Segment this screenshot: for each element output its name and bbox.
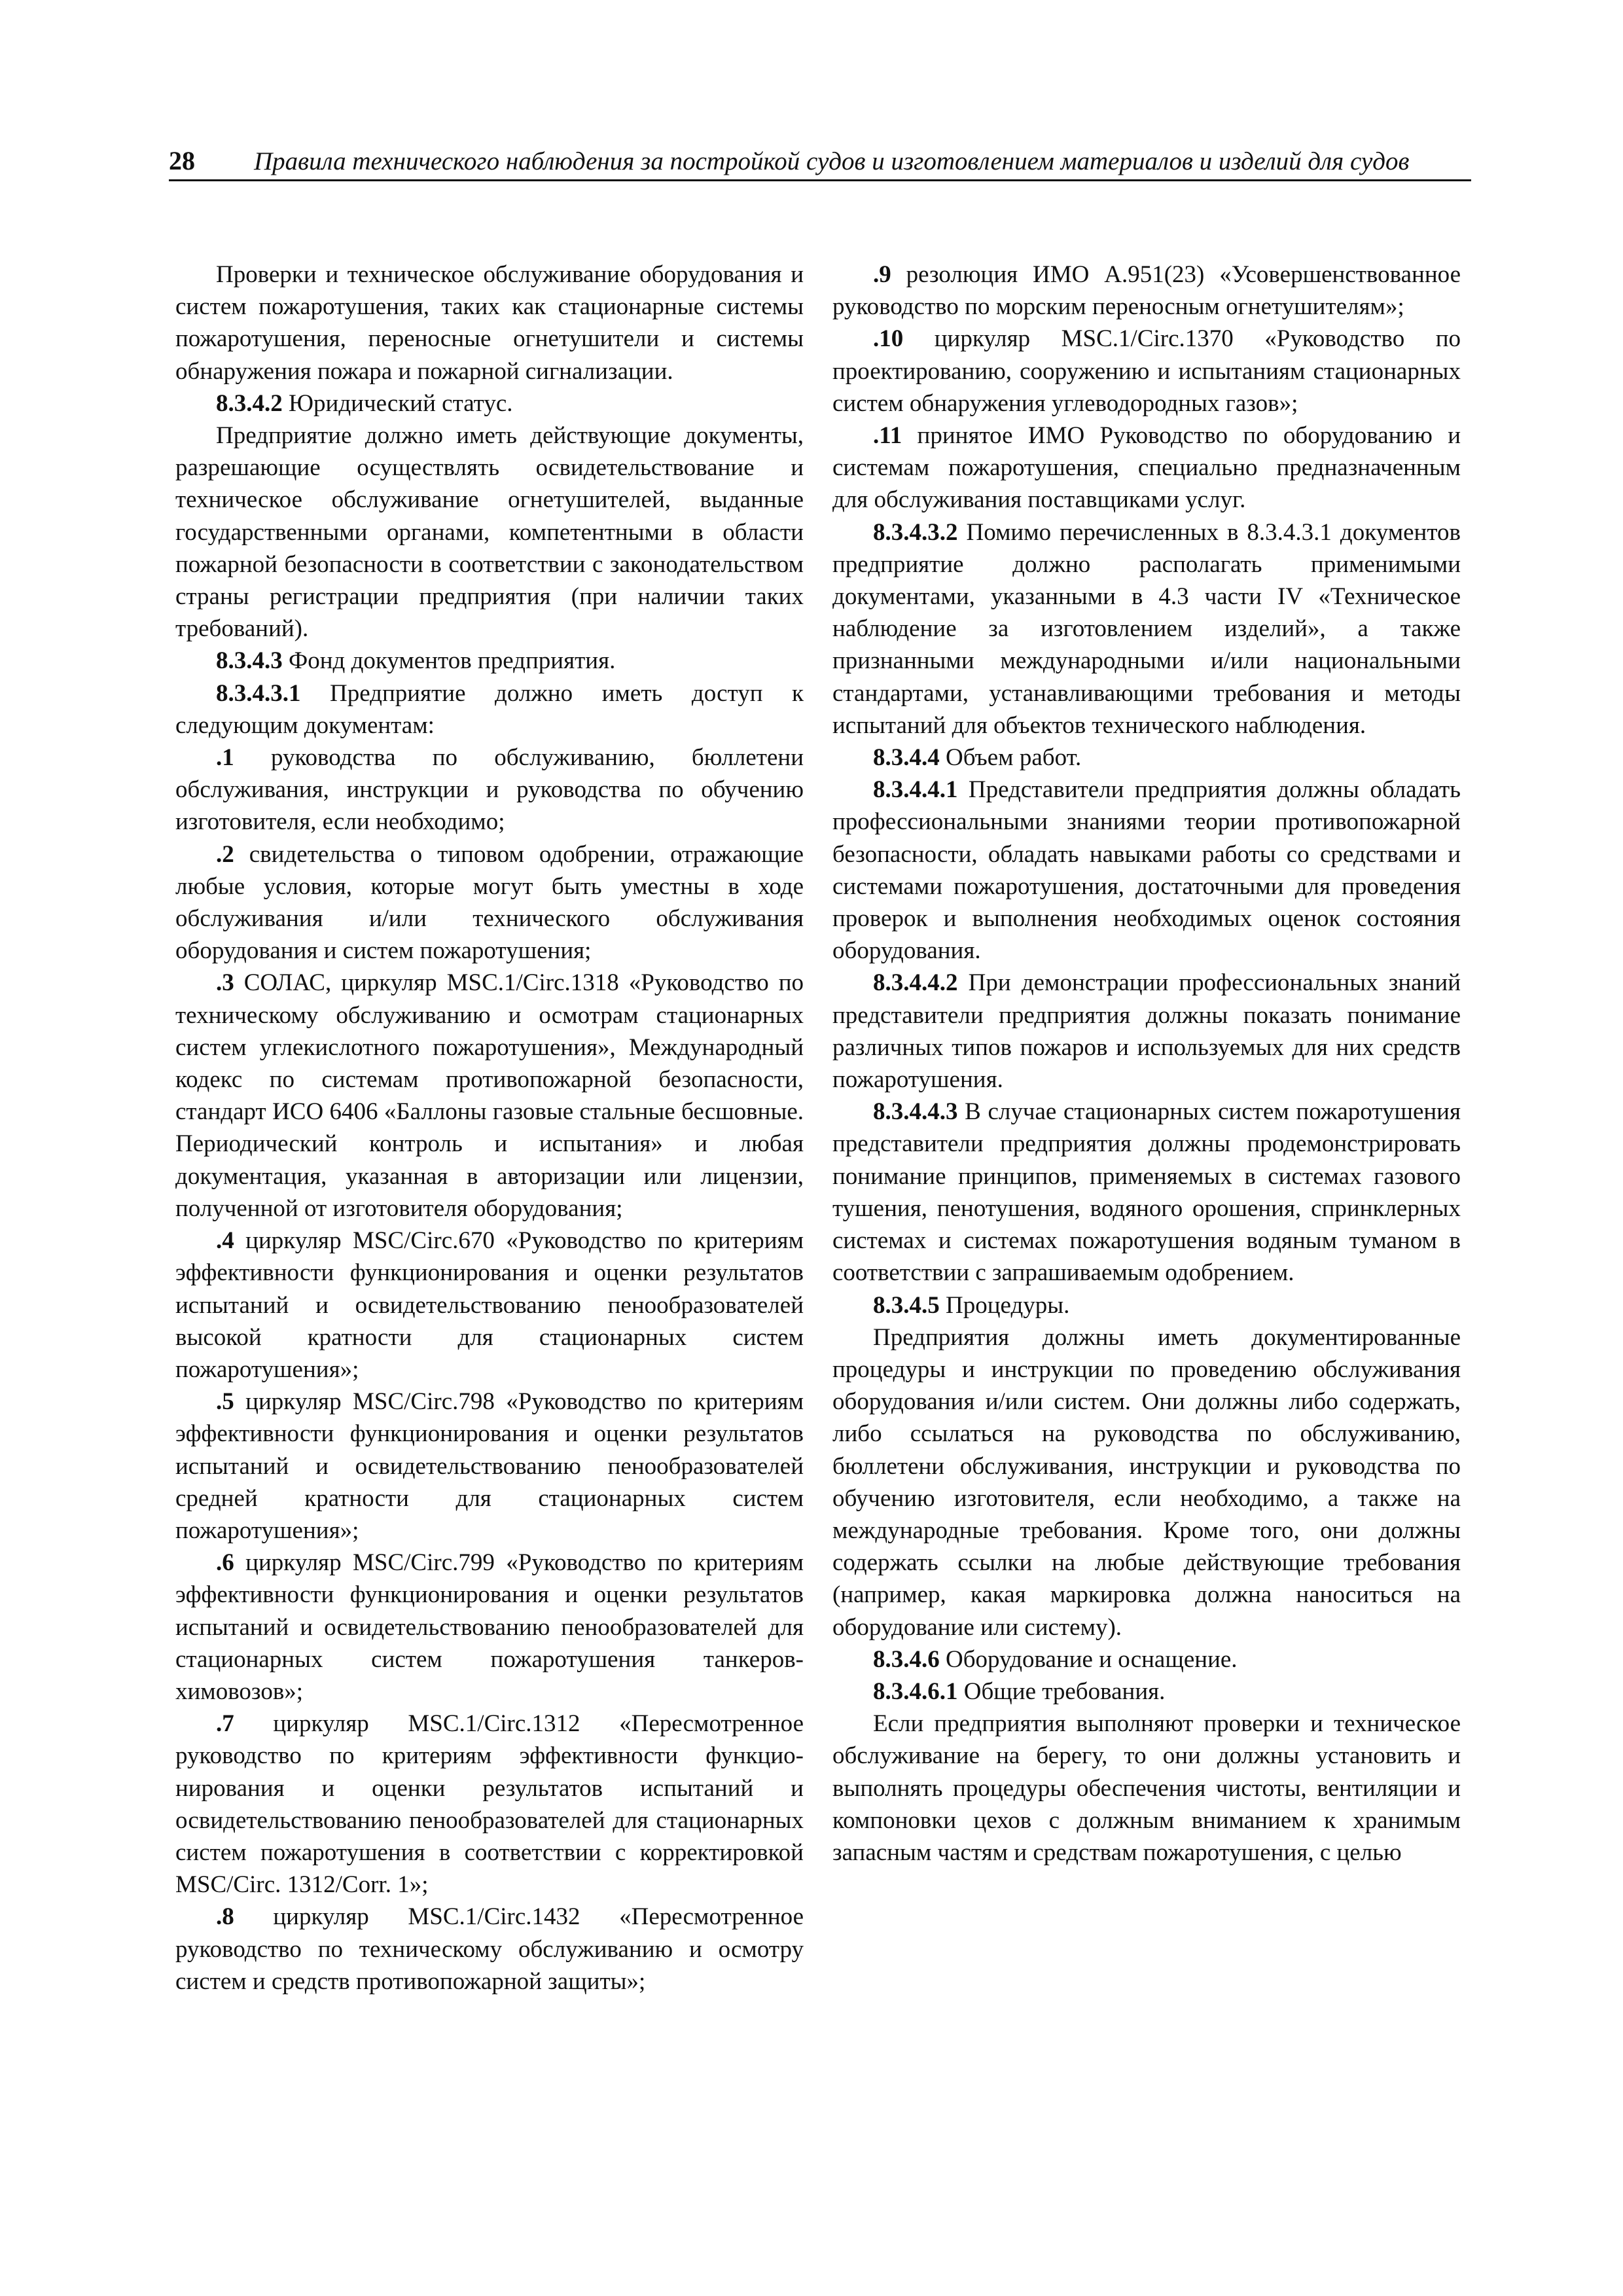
paragraph xyxy=(175,838,804,967)
paragraph-text: В случае стационарных систем пожаротушения представители предприятия должны продемонстрировать понимание принципов, применяемых в системах газового тушения, пенотушения, водяного орошения, спринклерных системах и системах пожаротушения водяным туманом в соответствии с запрашиваемым одобрением. xyxy=(832,1098,1461,1287)
paragraph xyxy=(175,967,804,1225)
paragraph-text: Представители предприятия должны обладать профессиональными знаниями теории противопожарной безопасности, обладать навыками работы со средствами и системами пожаротушения, достаточными для проведения проверок и выполнения необходимых оценок состояния оборудования. xyxy=(832,776,1461,965)
paragraph xyxy=(175,1386,804,1547)
running-header xyxy=(169,145,1471,181)
paragraph xyxy=(175,1901,804,1998)
paragraph-text: Общие требования. xyxy=(957,1677,1166,1705)
clause-number: .8 xyxy=(216,1903,234,1931)
paragraph-text: циркуляр MSC.1/Circ.1432 «Пересмотренное руководство по техническому обслуживанию и осмотру систем и средств противопожарной защиты»; xyxy=(175,1903,804,1995)
paragraph xyxy=(832,774,1461,967)
paragraph xyxy=(175,742,804,838)
paragraph-text: При демонстрации профессиональных знаний представители предприятия должны показать понимание различных типов пожаров и используемых для них средств пожаротушения. xyxy=(832,969,1461,1094)
clause-number: .11 xyxy=(873,422,902,450)
paragraph xyxy=(832,1321,1461,1643)
clause-number: 8.3.4.4.2 xyxy=(873,969,958,997)
paragraph-text: циркуляр MSC.1/Circ.1312 «Пересмотренное руководство по критериям эффективности функционирования и оценки результатов испытаний и освидетельствованию пенообразователей для стационарных систем пожаротушения в соответствии с корректировкой MSC/Circ. 1312/Corr. 1»; xyxy=(175,1710,804,1899)
clause-number: 8.3.4.6.1 xyxy=(873,1677,958,1705)
clause-number: 8.3.4.2 xyxy=(216,389,283,417)
clause-number: 8.3.4.5 xyxy=(873,1291,940,1319)
clause-number: 8.3.4.4.3 xyxy=(873,1098,958,1126)
clause-number: .3 xyxy=(216,969,234,997)
running-title: Правила технического наблюдения за постройкой судов и изготовлением материалов и изделий для судов xyxy=(254,147,1410,175)
clause-number: .5 xyxy=(216,1388,234,1416)
paragraph xyxy=(175,677,804,742)
page-number: 28 xyxy=(169,146,195,175)
clause-number: .6 xyxy=(216,1549,234,1577)
clause-number: .7 xyxy=(216,1710,234,1738)
clause-number: .1 xyxy=(216,744,234,772)
paragraph xyxy=(832,742,1461,774)
paragraph xyxy=(832,967,1461,1096)
paragraph-text: Предприятия должны иметь документированные процедуры и инструкции по проведению обслуживания оборудования и/или систем. Они должны либо содержать, либо ссылаться на руководства по обслуживанию, бюллетени обслуживания, инструкции и руководства по обучению изготовителя, если необходимо, а также на международные требования. Кроме того, они должны содержать ссылки на любые действующие требования (например, какая маркировка должна наноситься на оборудование или систему). xyxy=(832,1323,1461,1641)
paragraph xyxy=(175,1225,804,1386)
paragraph-text: Юридический статус. xyxy=(282,389,513,417)
left-column xyxy=(175,259,804,1998)
clause-number: 8.3.4.4.1 xyxy=(873,776,958,804)
paragraph-text: циркуляр MSC/Circ.670 «Руководство по критериям эффективности функционирования и оценки результатов испытаний и освидетельствованию пенообразователей высокой кратности для стационарных систем пожаротушения»; xyxy=(175,1227,804,1383)
clause-number: 8.3.4.3 xyxy=(216,647,283,675)
paragraph xyxy=(832,1676,1461,1708)
paragraph-text: резолюция ИМО А.951(23) «Усовершенствованное руководство по морским переносным огнетушителям»; xyxy=(832,261,1461,321)
paragraph xyxy=(175,645,804,677)
paragraph xyxy=(832,259,1461,323)
paragraph xyxy=(832,1708,1461,1869)
clause-number: .10 xyxy=(873,325,904,353)
paragraph-text: принятое ИМО Руководство по оборудованию и системам пожаротушения, специально предназначенным для обслуживания поставщиками услуг. xyxy=(832,422,1461,514)
paragraph xyxy=(832,1643,1461,1676)
paragraph xyxy=(832,1289,1461,1321)
clause-number: .4 xyxy=(216,1227,234,1255)
paragraph xyxy=(175,1547,804,1708)
paragraph xyxy=(175,420,804,645)
clause-number: 8.3.4.4 xyxy=(873,744,940,772)
clause-number: 8.3.4.3.2 xyxy=(873,518,958,546)
paragraph-text: руководства по обслуживанию, бюллетени обслуживания, инструкции и руководства по обучению изготовителя, если необходимо; xyxy=(175,744,804,836)
paragraph-text: Процедуры. xyxy=(939,1291,1070,1319)
paragraph xyxy=(175,1708,804,1901)
paragraph-text: Помимо перечисленных в 8.3.4.3.1 документов предприятие должно располагать применимыми документами, указанными в 4.3 части IV «Техническое наблюдение за изготовлением изделий», а также признанными международными и/или национальными стандартами, устанавливающими требования и методы испытаний для объектов технического наблюдения. xyxy=(832,518,1461,739)
paragraph xyxy=(175,387,804,420)
clause-number: 8.3.4.3.1 xyxy=(216,679,301,707)
paragraph xyxy=(832,1096,1461,1289)
paragraph-text: свидетельства о типовом одобрении, отражающие любые условия, которые могут быть уместны в ходе обслуживания и/или технического обслуживания оборудования и систем пожаротушения; xyxy=(175,840,804,965)
clause-number: .2 xyxy=(216,840,234,868)
paragraph-text: Объем работ. xyxy=(939,744,1082,772)
right-column xyxy=(832,259,1461,1869)
paragraph-text: Если предприятия выполняют проверки и техническое обслуживание на берегу, то они должны установить и выполнять процедуры обеспечения чистоты, вентиляции и компоновки цехов с должным вниманием к хранимым запасным частям и средствам пожаротушения, с целью xyxy=(832,1710,1461,1866)
paragraph-text: циркуляр MSC.1/Circ.1370 «Руководство по проектированию, сооружению и испытаниям стационарных систем обнаружения углеводородных газов»; xyxy=(832,325,1461,417)
paragraph-text: СОЛАС, циркуляр MSC.1/Circ.1318 «Руководство по техническому обслуживанию и осмотрам стационарных систем углекислотного пожаротушения», Международный кодекс по системам противопожарной безопасности, стандарт ИСО 6406 «Баллоны газовые стальные бесшовные. Периодический контроль и испытания» и любая документация, указанная в авторизации или лицензии, полученной от изготовителя оборудования; xyxy=(175,969,804,1222)
clause-number: 8.3.4.6 xyxy=(873,1645,940,1673)
paragraph xyxy=(175,259,804,387)
paragraph-text: циркуляр MSC/Circ.799 «Руководство по критериям эффективности функционирования и оценки результатов испытаний и освидетельствованию пенообразователей для стационарных систем пожаротушения танкеров-химовозов»; xyxy=(175,1549,804,1705)
paragraph-text: Предприятие должно иметь доступ к следующим документам: xyxy=(175,679,804,739)
paragraph xyxy=(832,420,1461,516)
paragraph-text: циркуляр MSC/Circ.798 «Руководство по критериям эффективности функционирования и оценки результатов испытаний и освидетельствованию пенообразователей средней кратности для стационарных систем пожаротушения»; xyxy=(175,1388,804,1544)
paragraph-text: Проверки и техническое обслуживание оборудования и систем пожаротушения, таких как стационарные системы пожаротушения, переносные огнетушители и системы обнаружения пожара и пожарной сигнализации. xyxy=(175,261,804,385)
paragraph-text: Оборудование и оснащение. xyxy=(939,1645,1238,1673)
paragraph xyxy=(832,516,1461,742)
paragraph-text: Фонд документов предприятия. xyxy=(282,647,616,675)
paragraph-text: Предприятие должно иметь действующие документы, разрешающие осуществлять освидетельствование и техническое обслуживание огнетушителей, выданные государственными органами, компетентными в области пожарной безопасности в соответствии с законодательством страны регистрации предприятия (при наличии таких требований). xyxy=(175,422,804,643)
clause-number: .9 xyxy=(873,261,891,288)
paragraph xyxy=(832,323,1461,420)
